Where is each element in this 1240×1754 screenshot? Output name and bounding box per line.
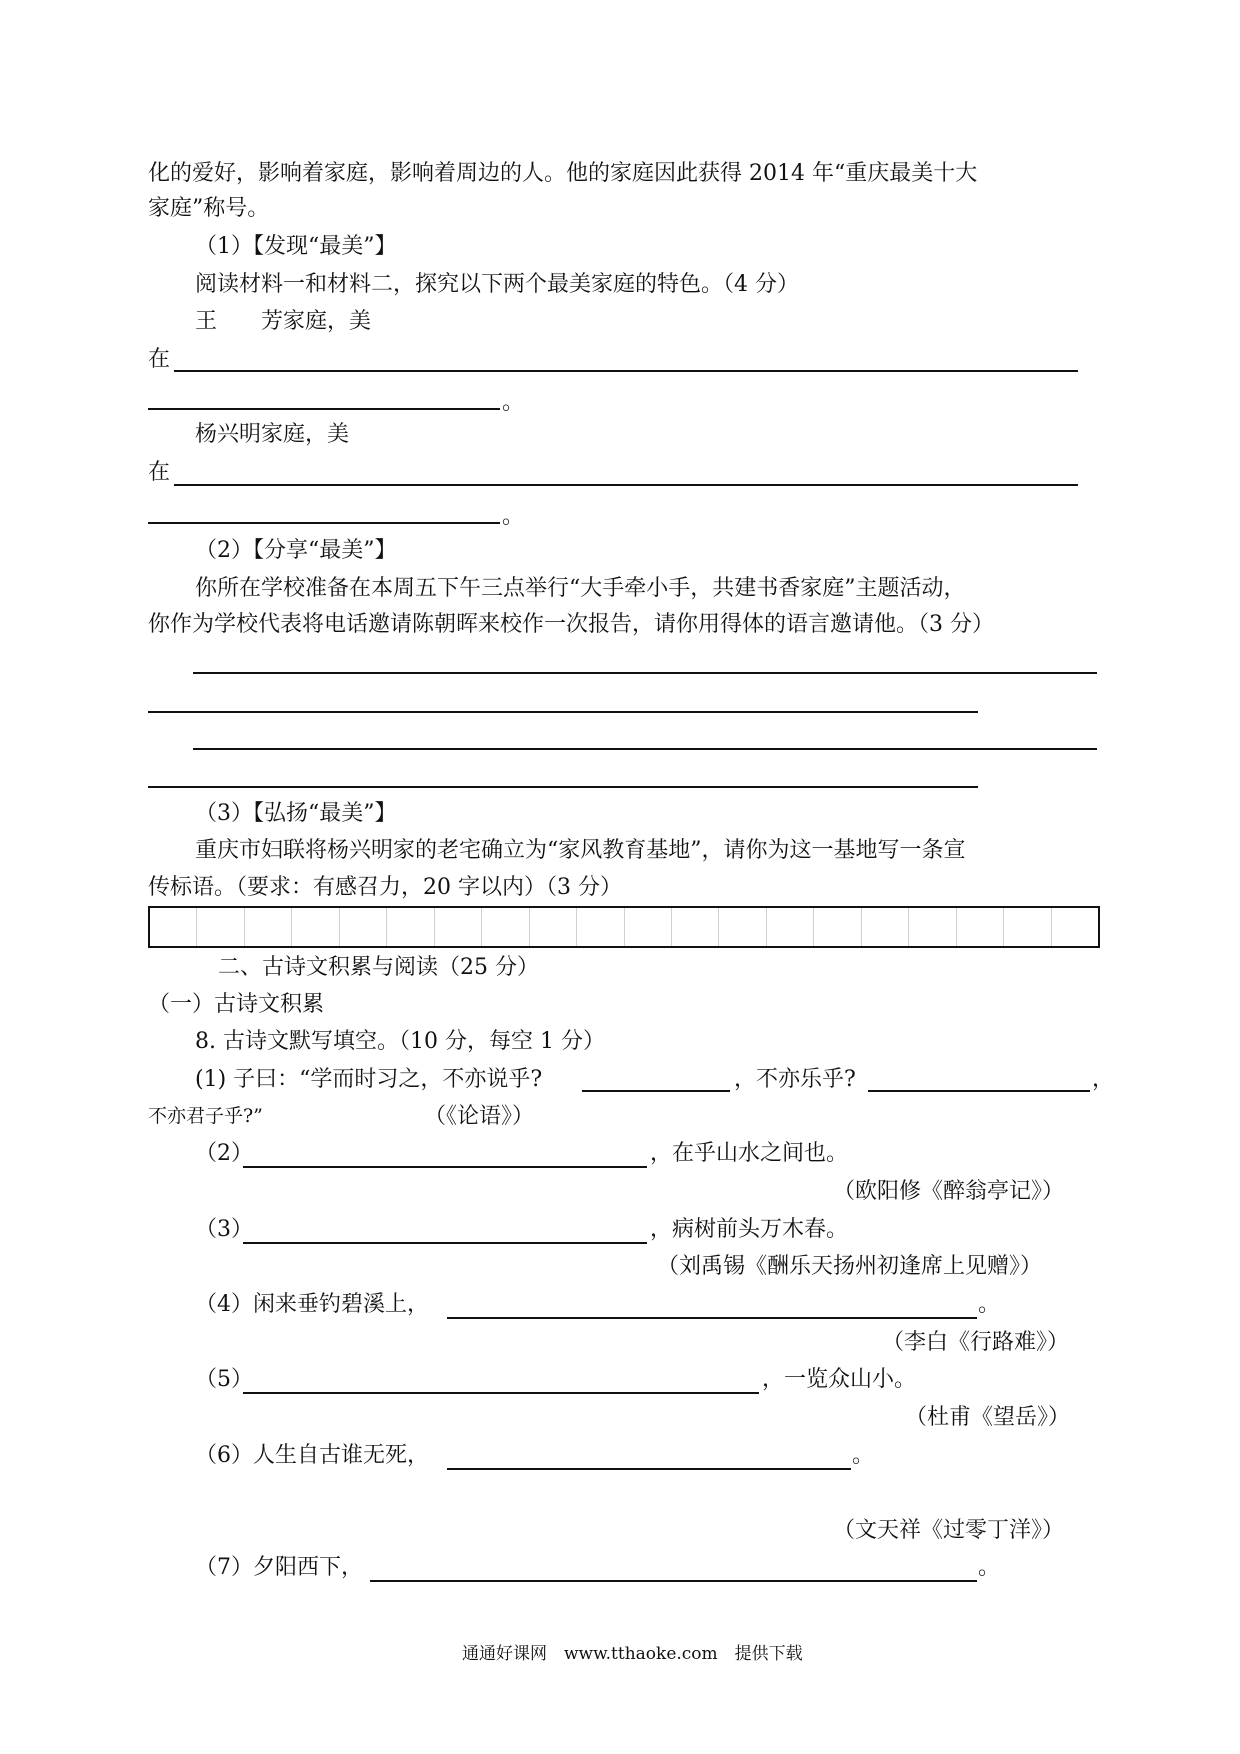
item3-text: ，病树前头万木春。	[650, 1217, 849, 1242]
blank-1b[interactable]	[868, 1090, 1090, 1092]
q2-heading: （2）【分享“最美”】	[195, 538, 397, 563]
grid-cell[interactable]	[719, 908, 766, 946]
grid-cell[interactable]	[435, 908, 482, 946]
family-a-label: 王 芳家庭，美	[195, 309, 372, 334]
item5-number: （5）	[195, 1367, 253, 1392]
item4-source: （李白《行路难》）	[882, 1330, 1070, 1355]
q2-text-2: 你作为学校代表将电话邀请陈朝晖来校作一次报告，请你用得体的语言邀请他。（3 分）	[148, 612, 994, 637]
answer-line-family-b-1[interactable]	[174, 484, 1078, 486]
grid-cell[interactable]	[814, 908, 861, 946]
item2-source: （欧阳修《醉翁亭记》）	[833, 1179, 1065, 1204]
q1-heading: （1）【发现“最美”】	[195, 234, 397, 259]
answer-line-q2-4[interactable]	[148, 786, 978, 788]
grid-cell[interactable]	[625, 908, 672, 946]
slogan-answer-grid[interactable]	[148, 906, 1100, 948]
grid-cell[interactable]	[1052, 908, 1098, 946]
item7-text: （7）夕阳西下，	[195, 1555, 363, 1580]
q8-title: 8. 古诗文默写填空。（10 分，每空 1 分）	[195, 1029, 605, 1054]
intro-line-2: 家庭”称号。	[148, 196, 270, 221]
grid-cell[interactable]	[197, 908, 244, 946]
grid-cell[interactable]	[862, 908, 909, 946]
answer-line-family-a-2[interactable]	[148, 408, 500, 410]
grid-cell[interactable]	[482, 908, 529, 946]
grid-cell[interactable]	[957, 908, 1004, 946]
item6-text: （6）人生自古谁无死，	[195, 1443, 429, 1468]
blank-2[interactable]	[243, 1166, 647, 1168]
family-b-label: 杨兴明家庭，美	[195, 422, 350, 447]
section2-sub: （一）古诗文积累	[148, 992, 325, 1017]
answer-line-family-b-2[interactable]	[148, 522, 500, 524]
answer-line-q2-1[interactable]	[193, 672, 1097, 674]
q1-prompt: 阅读材料一和材料二，探究以下两个最美家庭的特色。（4 分）	[195, 272, 799, 297]
item2-text: ，在乎山水之间也。	[650, 1141, 849, 1166]
answer-line-q2-2[interactable]	[148, 711, 978, 713]
grid-cell[interactable]	[340, 908, 387, 946]
zai-label-a: 在	[148, 347, 171, 372]
item2-number: （2）	[195, 1141, 253, 1166]
item5-source: （杜甫《望岳》）	[905, 1405, 1071, 1430]
item1-part-a: (1) 子曰：“学而时习之，不亦说乎?	[195, 1067, 543, 1092]
grid-cell[interactable]	[150, 908, 197, 946]
blank-7[interactable]	[370, 1580, 977, 1582]
grid-cell[interactable]	[767, 908, 814, 946]
item1-source: （《论语》）	[424, 1104, 535, 1129]
item1-part-d: 不亦君子乎?”	[148, 1105, 263, 1127]
grid-cell[interactable]	[292, 908, 339, 946]
zai-label-b: 在	[148, 460, 171, 485]
blank-5[interactable]	[243, 1392, 759, 1394]
grid-cell[interactable]	[577, 908, 624, 946]
item4-text: （4）闲来垂钓碧溪上，	[195, 1292, 429, 1317]
blank-1a[interactable]	[582, 1090, 730, 1092]
footer-text: 通通好课网 www.tthaoke.com 提供下载	[462, 1644, 803, 1664]
q3-text-2: 传标语。（要求：有感召力，20 字以内）（3 分）	[148, 875, 622, 900]
item3-source: （刘禹锡《酬乐天扬州初逢席上见赠》）	[657, 1254, 1043, 1279]
blank-3[interactable]	[243, 1242, 647, 1244]
item7-end: 。	[978, 1555, 1001, 1580]
answer-line-q2-3[interactable]	[193, 748, 1097, 750]
grid-cell[interactable]	[530, 908, 577, 946]
item1-part-c: ，	[1092, 1067, 1115, 1092]
period-b: 。	[502, 504, 525, 529]
grid-cell[interactable]	[1004, 908, 1051, 946]
grid-cell[interactable]	[909, 908, 956, 946]
period-a: 。	[502, 390, 525, 415]
blank-4[interactable]	[447, 1317, 977, 1319]
q3-text-1: 重庆市妇联将杨兴明家的老宅确立为“家风教育基地”，请你为这一基地写一条宣	[195, 838, 966, 863]
item5-text: ，一览众山小。	[762, 1367, 917, 1392]
section2-title: 二、古诗文积累与阅读（25 分）	[218, 955, 539, 980]
item1-part-b: ，不亦乐乎?	[734, 1067, 856, 1092]
answer-line-family-a-1[interactable]	[174, 370, 1078, 372]
grid-cell[interactable]	[245, 908, 292, 946]
item3-number: （3）	[195, 1217, 253, 1242]
q2-text-1: 你所在学校准备在本周五下午三点举行“大手牵小手，共建书香家庭”主题活动，	[195, 576, 966, 601]
q3-heading: （3）【弘扬“最美”】	[195, 801, 397, 826]
grid-cell[interactable]	[387, 908, 434, 946]
intro-line-1: 化的爱好，影响着家庭，影响着周边的人。他的家庭因此获得 2014 年“重庆最美十大	[148, 161, 978, 186]
item6-end: 。	[852, 1443, 875, 1468]
item6-source: （文天祥《过零丁洋》）	[833, 1518, 1065, 1543]
blank-6[interactable]	[447, 1468, 851, 1470]
item4-end: 。	[978, 1292, 1001, 1317]
grid-cell[interactable]	[672, 908, 719, 946]
